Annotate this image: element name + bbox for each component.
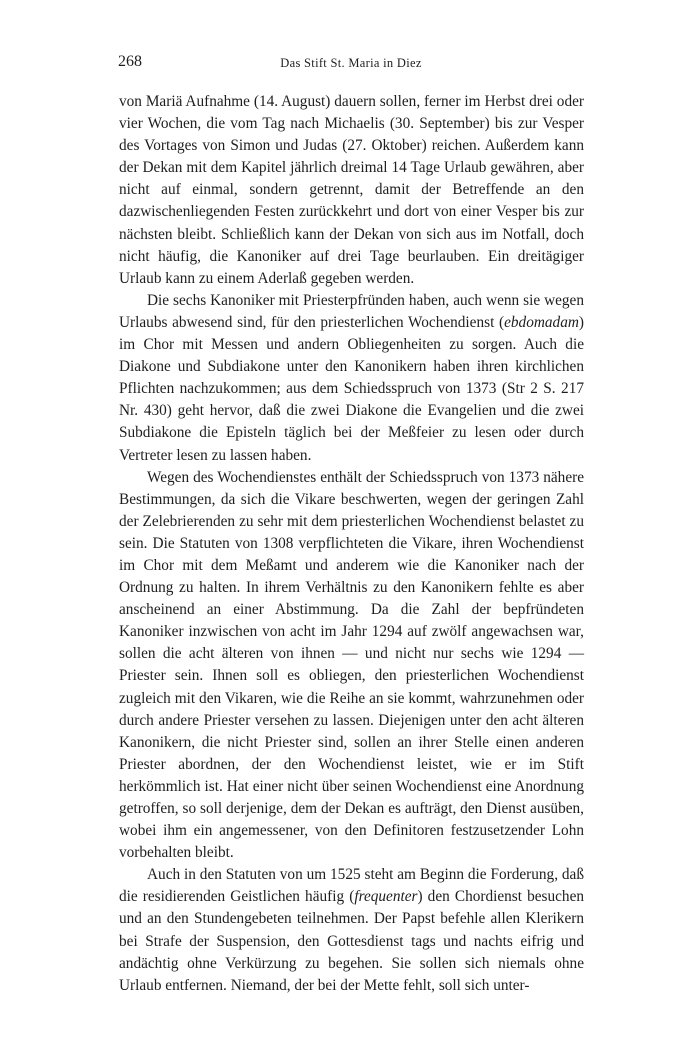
text-segment: Auch in den Statuten von um 1525 steht am Beginn die Forderung, daß die residierenden Geistlichen häufig ( xyxy=(119,866,584,906)
latin-term: ebdomadam xyxy=(504,313,579,331)
paragraph xyxy=(119,91,584,290)
latin-term: frequenter xyxy=(354,888,418,906)
page-number: 268 xyxy=(118,53,142,70)
text-segment: ) den Chordienst besuchen und an den Stundengebeten teilnehmen. Der Papst befehle allen Klerikern bei Strafe der Suspension, den Gottesdienst tags und nachts eifrig und andächtig ohne Verkürzung zu begehen. Sie sollen sich niemals ohne Urlaub entfernen. Niemand, der bei der Mette fehlt, soll sich unter- xyxy=(119,888,585,994)
text-segment: Wegen des Wochendienstes enthält der Schiedsspruch von 1373 nähere Bestimmungen, da sich die Vikare beschwerten, wegen der geringen Zahl der Zelebrierenden zu sehr mit dem priesterlichen Wochendienst belastet zu sein. Die Statuten von 1308 verpflichteten die Vikare, ihren Wochendienst im Chor mit dem Meßamt und anderem wie die Kanoniker nach der Ordnung zu halten. In ihrem Verhältnis zu den Kanonikern fehlte es aber anscheinend an einer Abstimmung. Da die Zahl der bepfründeten Kanoniker inzwischen von acht im Jahr 1294 auf zwölf angewachsen war, sollen die acht älteren von ihnen — und nicht nur sechs wie 1294 — Priester sein. Ihnen soll es obliegen, den priesterlichen Wochendienst zugleich mit den Vikaren, wie die Reihe an sie kommt, wahrzunehmen oder durch andere Priester versehen zu lassen. Diejenigen unter den acht älteren Kanonikern, die nicht Priester sind, sollen an ihrer Stelle einen anderen Priester abordnen, der den Wochendienst leistet, wie er im Stift herkömmlich ist. Hat einer nicht über seinen Wochendienst eine Anordnung getroffen, so soll derjenige, dem der Dekan es aufträgt, den Dienst ausüben, wobei ihm ein angemessener, von den Definitoren festzusetzender Lohn vorbehalten bleibt. xyxy=(119,468,584,862)
paragraph xyxy=(119,467,584,865)
text-segment: ) im Chor mit Messen und andern Obliegenheiten zu sorgen. Auch die Diakone und Subdiakone unter den Kanonikern haben ihren kirchlichen Pflichten nachzukommen; aus dem Schiedsspruch von 1373 (Str 2 S. 217 Nr. 430) geht hervor, daß die zwei Diakone die Evangelien und die zwei Subdiakone die Episteln täglich bei der Meßfeier zu lesen oder durch Vertreter lesen zu lassen haben. xyxy=(119,313,584,464)
paragraph xyxy=(119,290,584,467)
page-header xyxy=(118,52,584,76)
paragraph xyxy=(119,864,584,997)
body-text xyxy=(119,91,584,997)
running-head: Das Stift St. Maria in Diez xyxy=(280,56,422,70)
text-segment: Die sechs Kanoniker mit Priesterpfründen haben, auch wenn sie wegen Urlaubs abwesend sind, für den priesterlichen Wochendienst ( xyxy=(119,291,584,331)
text-segment: von Mariä Aufnahme (14. August) dauern sollen, ferner im Herbst drei oder vier Wochen, die vom Tag nach Michaelis (30. September) bis zur Vesper des Vortages von Simon und Judas (27. Oktober) reichen. Außerdem kann der Dekan mit dem Kapitel jährlich dreimal 14 Tage Urlaub gewähren, aber nicht auf einmal, sondern getrennt, damit der Betreffende an den dazwischenliegenden Festen zurückkehrt und dort von einer Vesper bis zur nächsten bleibt. Schließlich kann der Dekan von sich aus im Notfall, doch nicht häufig, die Kanoniker auf drei Tage beurlauben. Ein dreitägiger Urlaub kann zu einem Aderlaß gegeben werden. xyxy=(119,93,584,287)
